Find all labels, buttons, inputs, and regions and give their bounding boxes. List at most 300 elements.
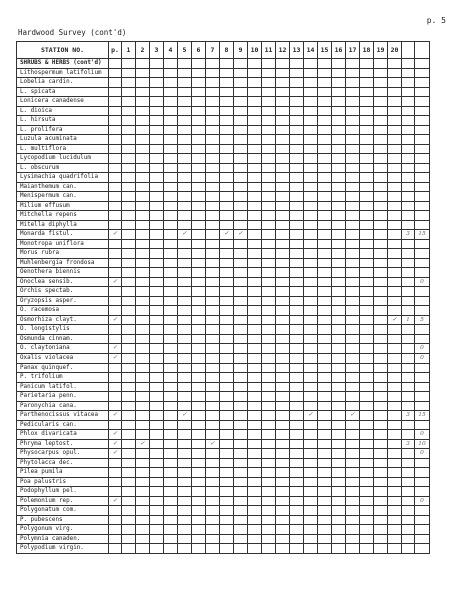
empty-cell [220,144,234,154]
empty-cell [346,192,360,202]
empty-cell [304,373,318,383]
empty-cell [332,363,346,373]
empty-cell [206,268,220,278]
empty-cell [332,258,346,268]
empty-cell [304,97,318,107]
page-number: p. 5 [426,16,446,25]
empty-cell [318,525,332,535]
empty-cell [262,458,276,468]
empty-cell [262,277,276,287]
empty-cell [360,154,374,164]
empty-cell [164,97,178,107]
empty-cell [206,496,220,506]
empty-cell [318,306,332,316]
species-name: Phytolacca dec. [17,458,109,468]
empty-cell [360,382,374,392]
empty-cell [304,116,318,126]
empty-cell [164,78,178,88]
empty-cell [346,59,360,69]
empty-cell [415,258,430,268]
empty-cell [262,211,276,221]
empty-cell [290,392,304,402]
empty-cell [234,192,248,202]
empty-cell [150,525,164,535]
empty-cell [248,135,262,145]
empty-cell [150,353,164,363]
empty-cell [136,515,150,525]
empty-cell [234,78,248,88]
empty-cell [150,306,164,316]
empty-cell [304,87,318,97]
empty-cell [192,144,206,154]
empty-cell [234,125,248,135]
empty-cell [164,68,178,78]
empty-cell [318,182,332,192]
empty-cell [318,135,332,145]
empty-cell [262,201,276,211]
empty-cell [415,306,430,316]
empty-cell [262,144,276,154]
empty-cell [346,458,360,468]
empty-cell [346,325,360,335]
empty-cell [192,249,206,259]
empty-cell [122,534,136,544]
empty-cell [234,315,248,325]
empty-cell [109,59,122,69]
empty-cell [290,506,304,516]
empty-cell [304,439,318,449]
empty-cell [276,173,290,183]
section-row [17,59,430,69]
empty-cell [234,382,248,392]
empty-cell [374,239,388,249]
empty-cell [206,296,220,306]
species-name: Polypodium virgin. [17,544,109,554]
empty-cell [388,239,402,249]
empty-cell [178,287,192,297]
empty-cell [304,458,318,468]
empty-cell [304,363,318,373]
empty-cell [415,135,430,145]
empty-cell [318,449,332,459]
empty-cell [178,468,192,478]
empty-cell [248,182,262,192]
empty-cell [346,277,360,287]
tally-value: 15 [415,230,430,240]
empty-cell [360,420,374,430]
empty-cell [248,439,262,449]
empty-cell [402,525,415,535]
empty-cell [262,87,276,97]
empty-cell [234,439,248,449]
empty-cell [290,296,304,306]
empty-cell [388,296,402,306]
empty-cell [360,182,374,192]
species-name: L. spicata [17,87,109,97]
empty-cell [248,325,262,335]
empty-cell [415,211,430,221]
empty-cell [304,125,318,135]
empty-cell [136,430,150,440]
empty-cell [248,201,262,211]
empty-cell [206,78,220,88]
empty-cell [346,220,360,230]
empty-cell [192,353,206,363]
empty-cell [122,430,136,440]
empty-cell [388,325,402,335]
empty-cell [262,363,276,373]
empty-cell [402,449,415,459]
empty-cell [220,373,234,383]
empty-cell [192,515,206,525]
empty-cell [262,287,276,297]
empty-cell [304,468,318,478]
empty-cell [388,534,402,544]
empty-cell [415,116,430,126]
empty-cell [150,449,164,459]
empty-cell [136,211,150,221]
empty-cell [318,411,332,421]
empty-cell [234,211,248,221]
empty-cell [304,334,318,344]
empty-cell [178,68,192,78]
empty-cell [402,78,415,88]
empty-cell [206,125,220,135]
tally-value: 3 [402,439,415,449]
empty-cell [262,477,276,487]
empty-cell [402,287,415,297]
empty-cell [374,430,388,440]
empty-cell [192,477,206,487]
empty-cell [276,220,290,230]
empty-cell [150,144,164,154]
empty-cell [304,173,318,183]
species-row [17,106,430,116]
empty-cell [262,525,276,535]
empty-cell [122,287,136,297]
empty-cell [318,420,332,430]
section-label: SHRUBS & HERBS (cont'd) [17,59,109,69]
empty-cell [220,325,234,335]
empty-cell [164,373,178,383]
empty-cell [262,239,276,249]
empty-cell [388,401,402,411]
species-row [17,287,430,297]
empty-cell [164,506,178,516]
empty-cell [304,392,318,402]
empty-cell [374,258,388,268]
tally-value: 1 [402,315,415,325]
empty-cell [234,249,248,259]
column-header: 2 [136,42,150,59]
empty-cell [346,201,360,211]
empty-cell [290,220,304,230]
empty-cell [248,401,262,411]
empty-cell [262,487,276,497]
species-row [17,277,430,287]
empty-cell [262,353,276,363]
empty-cell [332,287,346,297]
empty-cell [290,477,304,487]
empty-cell [318,430,332,440]
empty-cell [192,78,206,88]
species-name: L. prolifera [17,125,109,135]
empty-cell [388,201,402,211]
empty-cell [248,363,262,373]
empty-cell [206,59,220,69]
species-name: Polygonum virg. [17,525,109,535]
empty-cell [206,306,220,316]
empty-cell [415,506,430,516]
empty-cell [220,173,234,183]
empty-cell [136,449,150,459]
empty-cell [304,220,318,230]
column-header: 13 [290,42,304,59]
empty-cell [234,458,248,468]
empty-cell [290,106,304,116]
empty-cell [192,496,206,506]
empty-cell [178,97,192,107]
empty-cell [415,201,430,211]
empty-cell [360,211,374,221]
empty-cell [178,458,192,468]
species-name: O. racemosa [17,306,109,316]
empty-cell [220,496,234,506]
empty-cell [388,277,402,287]
empty-cell [192,373,206,383]
empty-cell [332,544,346,554]
check-mark: ✓ [109,315,122,325]
tally-value: 0 [415,353,430,363]
empty-cell [360,268,374,278]
empty-cell [346,420,360,430]
empty-cell [136,125,150,135]
empty-cell [304,230,318,240]
empty-cell [234,116,248,126]
empty-cell [150,135,164,145]
empty-cell [220,249,234,259]
empty-cell [346,78,360,88]
empty-cell [136,363,150,373]
empty-cell [360,353,374,363]
species-name: Milium effusum [17,201,109,211]
empty-cell [262,68,276,78]
species-name: Oxalis violacea [17,353,109,363]
empty-cell [360,515,374,525]
empty-cell [332,192,346,202]
empty-cell [360,411,374,421]
empty-cell [178,211,192,221]
empty-cell [304,258,318,268]
empty-cell [346,182,360,192]
empty-cell [402,277,415,287]
empty-cell [388,515,402,525]
empty-cell [318,116,332,126]
empty-cell [164,458,178,468]
empty-cell [290,163,304,173]
empty-cell [109,220,122,230]
empty-cell [150,220,164,230]
empty-cell [192,325,206,335]
empty-cell [206,163,220,173]
empty-cell [234,325,248,335]
empty-cell [332,106,346,116]
empty-cell [360,144,374,154]
empty-cell [122,258,136,268]
empty-cell [290,268,304,278]
empty-cell [206,534,220,544]
empty-cell [346,230,360,240]
empty-cell [220,315,234,325]
empty-cell [388,306,402,316]
empty-cell [332,325,346,335]
empty-cell [192,68,206,78]
empty-cell [374,477,388,487]
empty-cell [248,296,262,306]
empty-cell [164,401,178,411]
empty-cell [318,258,332,268]
empty-cell [234,239,248,249]
empty-cell [248,268,262,278]
empty-cell [150,430,164,440]
empty-cell [304,135,318,145]
empty-cell [122,125,136,135]
empty-cell [122,239,136,249]
empty-cell [234,59,248,69]
species-row [17,116,430,126]
empty-cell [332,59,346,69]
species-row [17,506,430,516]
empty-cell [109,144,122,154]
empty-cell [360,106,374,116]
empty-cell [178,296,192,306]
empty-cell [220,68,234,78]
empty-cell [318,392,332,402]
empty-cell [220,201,234,211]
empty-cell [178,544,192,554]
empty-cell [360,363,374,373]
empty-cell [220,258,234,268]
empty-cell [388,97,402,107]
empty-cell [276,239,290,249]
empty-cell [234,534,248,544]
empty-cell [136,277,150,287]
empty-cell [276,78,290,88]
empty-cell [262,468,276,478]
empty-cell [276,506,290,516]
empty-cell [248,420,262,430]
empty-cell [388,59,402,69]
empty-cell [402,363,415,373]
empty-cell [206,144,220,154]
empty-cell [192,411,206,421]
empty-cell [304,268,318,278]
empty-cell [109,392,122,402]
species-name: Mitella diphylla [17,220,109,230]
empty-cell [192,287,206,297]
empty-cell [234,268,248,278]
tally-value: 3 [402,230,415,240]
empty-cell [332,154,346,164]
empty-cell [164,468,178,478]
empty-cell [192,296,206,306]
empty-cell [150,268,164,278]
empty-cell [388,506,402,516]
species-name: Monotropa uniflora [17,239,109,249]
empty-cell [164,220,178,230]
empty-cell [388,192,402,202]
empty-cell [276,544,290,554]
empty-cell [276,125,290,135]
empty-cell [332,458,346,468]
empty-cell [346,439,360,449]
empty-cell [150,515,164,525]
empty-cell [164,201,178,211]
empty-cell [318,477,332,487]
empty-cell [318,192,332,202]
empty-cell [304,68,318,78]
empty-cell [164,239,178,249]
species-row [17,192,430,202]
species-name: Polymnia canaden. [17,534,109,544]
empty-cell [164,449,178,459]
empty-cell [290,334,304,344]
species-row [17,68,430,78]
species-name: Panicum latifol. [17,382,109,392]
empty-cell [374,468,388,478]
empty-cell [290,125,304,135]
empty-cell [332,268,346,278]
empty-cell [276,525,290,535]
empty-cell [122,496,136,506]
empty-cell [402,487,415,497]
empty-cell [178,392,192,402]
empty-cell [290,277,304,287]
empty-cell [150,534,164,544]
empty-cell [332,420,346,430]
empty-cell [150,392,164,402]
empty-cell [248,68,262,78]
empty-cell [276,401,290,411]
empty-cell [304,296,318,306]
empty-cell [248,106,262,116]
empty-cell [415,363,430,373]
species-row [17,173,430,183]
empty-cell [248,78,262,88]
empty-cell [206,106,220,116]
empty-cell [150,277,164,287]
empty-cell [290,78,304,88]
empty-cell [122,135,136,145]
species-name: Panax quinquef. [17,363,109,373]
empty-cell [402,353,415,363]
empty-cell [318,373,332,383]
empty-cell [374,515,388,525]
empty-cell [360,220,374,230]
species-row [17,477,430,487]
empty-cell [360,296,374,306]
species-name: Oryzopsis asper. [17,296,109,306]
empty-cell [150,258,164,268]
empty-cell [234,477,248,487]
empty-cell [360,116,374,126]
empty-cell [415,382,430,392]
empty-cell [318,287,332,297]
empty-cell [234,144,248,154]
empty-cell [318,163,332,173]
empty-cell [206,135,220,145]
empty-cell [346,211,360,221]
